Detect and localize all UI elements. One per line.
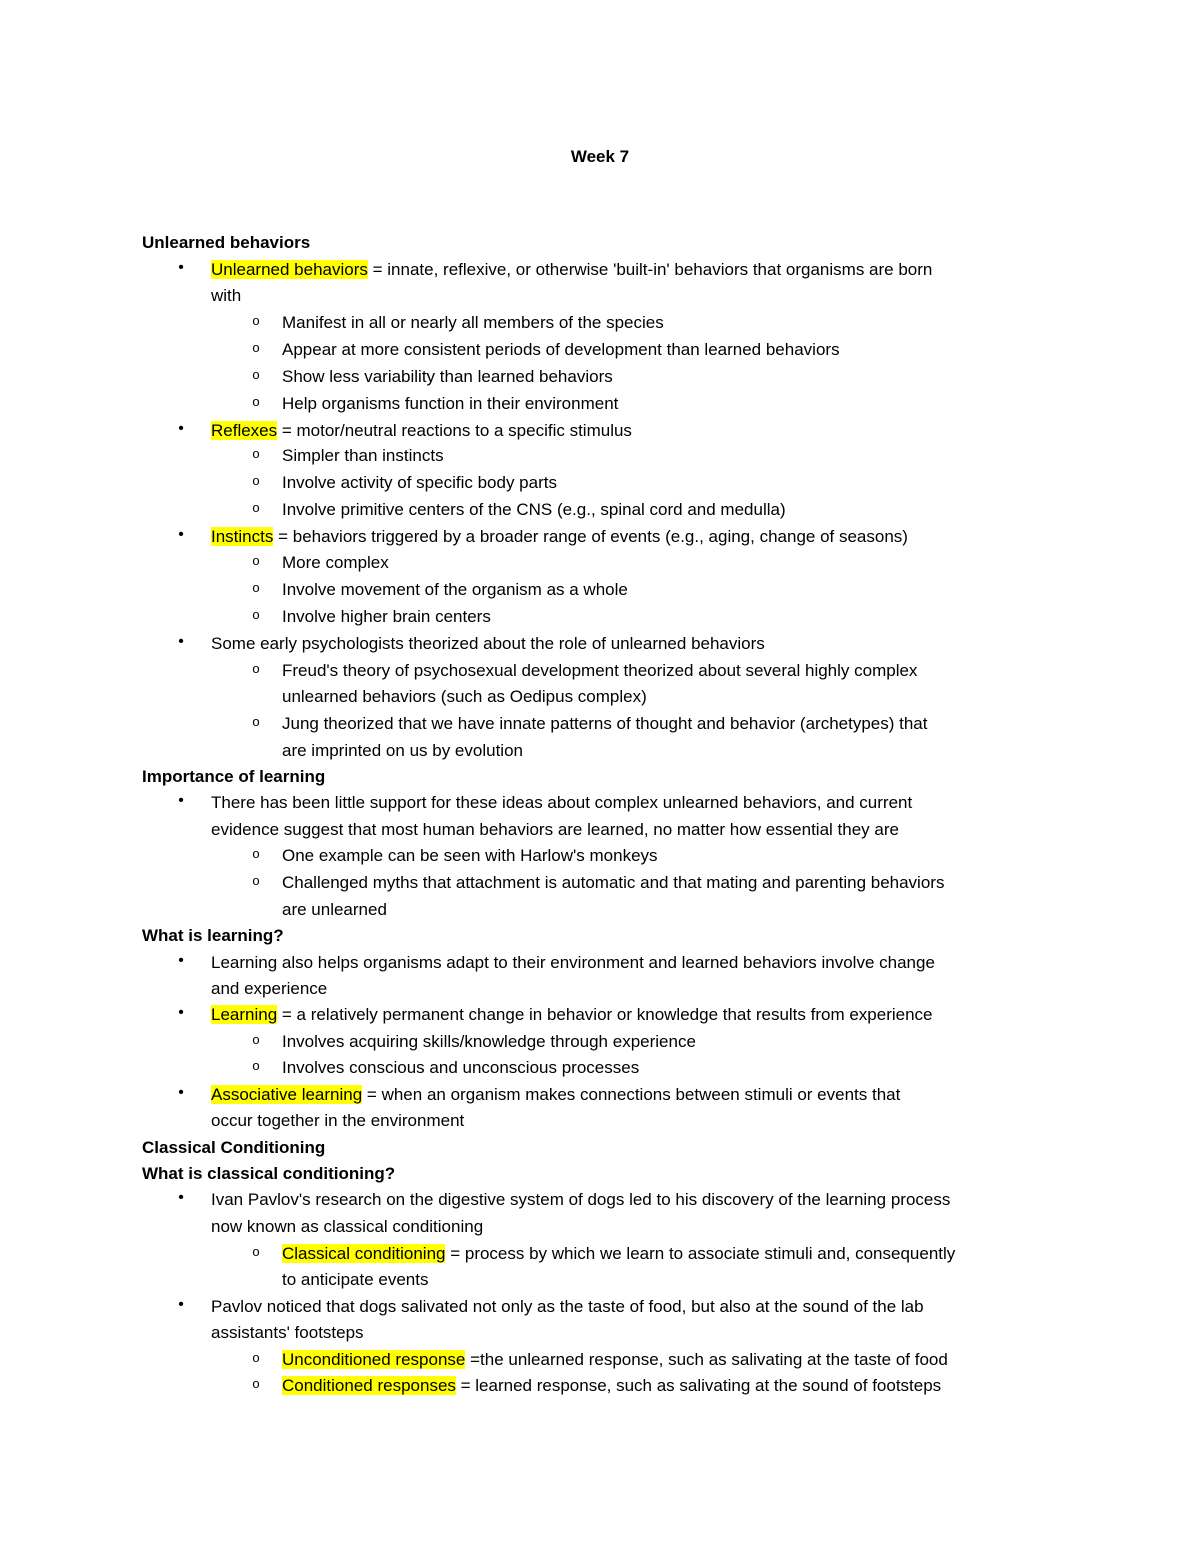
sub-bullet-marker: o — [252, 500, 260, 515]
highlighted-term: Classical conditioning — [282, 1244, 446, 1263]
bullet-marker: • — [178, 1296, 184, 1313]
list-item-text — [211, 1002, 933, 1028]
list-item-text — [282, 310, 664, 336]
highlighted-term: Instincts — [211, 527, 274, 546]
line-text: What is learning? — [142, 926, 284, 945]
document-title: Week 7 — [570, 147, 630, 166]
line-text: What is classical conditioning? — [142, 1164, 396, 1183]
line-text: Involve primitive centers of the CNS (e.g., spinal cord and medulla) — [282, 500, 786, 519]
list-item-text — [211, 1082, 900, 1108]
section-heading — [142, 923, 284, 949]
sub-bullet-marker: o — [252, 553, 260, 568]
list-item-text — [211, 631, 765, 657]
line-text: Appear at more consistent periods of development than learned behaviors — [282, 340, 840, 359]
list-item-text — [211, 1108, 464, 1134]
line-text: occur together in the environment — [211, 1111, 465, 1130]
line-text: Simpler than instincts — [282, 446, 444, 465]
list-item-text — [211, 1214, 483, 1240]
sub-bullet-marker: o — [252, 1058, 260, 1073]
highlighted-term: Unconditioned response — [282, 1350, 466, 1369]
line-text: Involves acquiring skills/knowledge through experience — [282, 1032, 696, 1051]
list-item-text — [282, 711, 927, 737]
line-text: = when an organism makes connections between stimuli or events that — [362, 1085, 901, 1104]
list-item-text — [211, 790, 912, 816]
list-item-text — [282, 443, 444, 469]
line-text: = behaviors triggered by a broader range of events (e.g., aging, change of seasons) — [273, 527, 908, 546]
list-item-text — [282, 577, 628, 603]
sub-bullet-marker: o — [252, 1244, 260, 1259]
list-item-text — [211, 1187, 950, 1213]
bullet-marker: • — [178, 259, 184, 276]
list-item-text — [211, 950, 935, 976]
list-item-text — [282, 738, 523, 764]
list-item-text — [282, 1373, 941, 1399]
list-item-text — [282, 1347, 948, 1373]
sub-bullet-marker: o — [252, 446, 260, 461]
sub-bullet-marker: o — [252, 340, 260, 355]
list-item-text — [282, 684, 647, 710]
line-text: to anticipate events — [282, 1270, 429, 1289]
highlighted-term: Reflexes — [211, 421, 278, 440]
sub-bullet-marker: o — [252, 714, 260, 729]
line-text: Importance of learning — [142, 767, 326, 786]
line-text: evidence suggest that most human behaviors are learned, no matter how essential they are — [211, 820, 899, 839]
sub-bullet-marker: o — [252, 1032, 260, 1047]
line-text: = learned response, such as salivating at the sound of footsteps — [455, 1376, 942, 1395]
bullet-marker: • — [178, 633, 184, 650]
list-item-text — [211, 524, 908, 550]
list-item-text — [282, 391, 618, 417]
list-item-text — [282, 337, 840, 363]
line-text: Show less variability than learned behaviors — [282, 367, 613, 386]
line-text: Pavlov noticed that dogs salivated not only as the taste of food, but also at the sound of the lab — [211, 1297, 924, 1316]
list-item-text — [282, 1267, 428, 1293]
line-text: Jung theorized that we have innate patterns of thought and behavior (archetypes) that — [282, 714, 928, 733]
list-item-text — [211, 817, 899, 843]
list-item-text — [282, 497, 786, 523]
bullet-marker: • — [178, 1084, 184, 1101]
sub-bullet-marker: o — [252, 661, 260, 676]
line-text: = innate, reflexive, or otherwise 'built-in' behaviors that organisms are born — [367, 260, 933, 279]
list-item-text — [282, 604, 491, 630]
list-item-text — [282, 364, 613, 390]
list-item-text — [211, 283, 241, 309]
list-item-text — [282, 470, 557, 496]
highlighted-term: Associative learning — [211, 1085, 363, 1104]
line-text: Learning also helps organisms adapt to their environment and learned behaviors involve change — [211, 953, 935, 972]
list-item-text — [282, 1055, 639, 1081]
line-text: are imprinted on us by evolution — [282, 741, 523, 760]
line-text: Help organisms function in their environment — [282, 394, 619, 413]
list-item-text — [282, 843, 658, 869]
line-text: Ivan Pavlov's research on the digestive system of dogs led to his discovery of the learning process — [211, 1190, 951, 1209]
sub-bullet-marker: o — [252, 846, 260, 861]
section-heading — [142, 1161, 395, 1187]
bullet-marker: • — [178, 420, 184, 437]
highlighted-term: Conditioned responses — [282, 1376, 456, 1395]
line-text: Involve activity of specific body parts — [282, 473, 557, 492]
bullet-marker: • — [178, 1004, 184, 1021]
line-text: = a relatively permanent change in behavior or knowledge that results from experience — [277, 1005, 933, 1024]
bullet-marker: • — [178, 526, 184, 543]
list-item-text — [282, 550, 389, 576]
line-text: More complex — [282, 553, 389, 572]
line-text: Manifest in all or nearly all members of the species — [282, 313, 664, 332]
line-text: assistants' footsteps — [211, 1323, 364, 1342]
list-item-text — [211, 418, 632, 444]
line-text: = motor/neutral reactions to a specific stimulus — [277, 421, 632, 440]
line-text: with — [211, 286, 242, 305]
line-text: are unlearned — [282, 900, 387, 919]
section-heading — [142, 764, 325, 790]
sub-bullet-marker: o — [252, 367, 260, 382]
sub-bullet-marker: o — [252, 607, 260, 622]
line-text: now known as classical conditioning — [211, 1217, 484, 1236]
line-text: =the unlearned response, such as salivating at the taste of food — [465, 1350, 948, 1369]
sub-bullet-marker: o — [252, 394, 260, 409]
line-text: Involve higher brain centers — [282, 607, 491, 626]
highlighted-term: Unlearned behaviors — [211, 260, 368, 279]
list-item-text — [282, 897, 387, 923]
list-item-text — [282, 658, 917, 684]
line-text: and experience — [211, 979, 328, 998]
line-text: One example can be seen with Harlow's monkeys — [282, 846, 658, 865]
line-text: Involves conscious and unconscious processes — [282, 1058, 640, 1077]
highlighted-term: Learning — [211, 1005, 278, 1024]
sub-bullet-marker: o — [252, 473, 260, 488]
line-text: Challenged myths that attachment is automatic and that mating and parenting behaviors — [282, 873, 945, 892]
list-item-text — [211, 257, 932, 283]
sub-bullet-marker: o — [252, 1350, 260, 1365]
line-text: Unlearned behaviors — [142, 233, 311, 252]
list-item-text — [211, 1294, 924, 1320]
line-text: Classical Conditioning — [142, 1138, 326, 1157]
sub-bullet-marker: o — [252, 873, 260, 888]
line-text: Involve movement of the organism as a whole — [282, 580, 628, 599]
sub-bullet-marker: o — [252, 580, 260, 595]
line-text: unlearned behaviors (such as Oedipus complex) — [282, 687, 647, 706]
sub-bullet-marker: o — [252, 313, 260, 328]
line-text: = process by which we learn to associate stimuli and, consequently — [445, 1244, 956, 1263]
list-item-text — [282, 1029, 696, 1055]
list-item-text — [211, 976, 327, 1002]
line-text: Freud's theory of psychosexual development theorized about several highly complex — [282, 661, 918, 680]
list-item-text — [211, 1320, 364, 1346]
list-item-text — [282, 1241, 955, 1267]
sub-bullet-marker: o — [252, 1376, 260, 1391]
bullet-marker: • — [178, 952, 184, 969]
list-item-text — [282, 870, 944, 896]
bullet-marker: • — [178, 792, 184, 809]
bullet-marker: • — [178, 1189, 184, 1206]
section-heading — [142, 230, 310, 256]
line-text: Some early psychologists theorized about the role of unlearned behaviors — [211, 634, 765, 653]
line-text: There has been little support for these ideas about complex unlearned behaviors, and current — [211, 793, 913, 812]
section-heading — [142, 1135, 325, 1161]
